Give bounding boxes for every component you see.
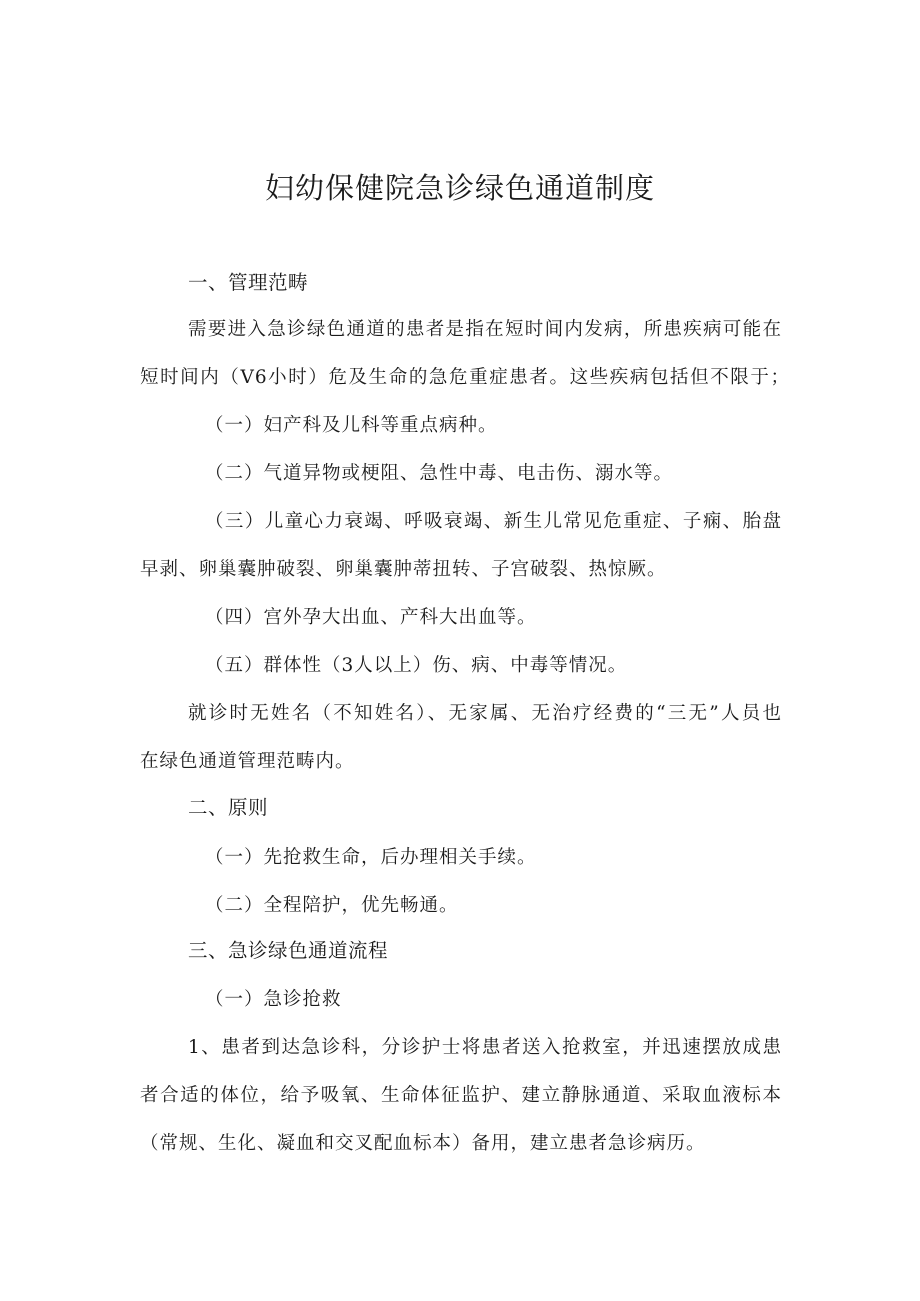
paragraph-line: 短时间内（V6小时）危及生命的急危重症患者。这些疾病包括但不限于； <box>140 367 790 388</box>
paragraph-line: 在绿色通道管理范畴内。 <box>140 751 355 772</box>
section-heading-principles: 二、原则 <box>188 796 269 819</box>
section-heading-management-scope: 一、管理范畴 <box>188 271 309 294</box>
list-item: （五）群体性（3人以上）伤、病、中毒等情况。 <box>205 655 628 676</box>
list-item: （一）急诊抢救 <box>205 989 342 1010</box>
paragraph-line: 需要进入急诊绿色通道的患者是指在短时间内发病，所患疾病可能在 <box>188 319 782 340</box>
list-item: （一）先抢救生命，后办理相关手续。 <box>205 847 537 868</box>
paragraph-line: 早剥、卵巢囊肿破裂、卵巢囊肿蒂扭转、子宫破裂、热惊厥。 <box>140 559 667 580</box>
list-item: （一）妇产科及儿科等重点病种。 <box>205 415 498 436</box>
paragraph-line: 者合适的体位，给予吸氧、生命体征监护、建立静脉通道、采取血液标本 <box>140 1085 782 1106</box>
list-item: （二）全程陪护，优先畅通。 <box>205 895 459 916</box>
list-item: （四）宫外孕大出血、产科大出血等。 <box>205 607 537 628</box>
list-item: （三）儿童心力衰竭、呼吸衰竭、新生儿常见危重症、子痫、胎盘 <box>205 511 782 532</box>
paragraph-line: 就诊时无姓名（不知姓名）、无家属、无治疗经费的“三无”人员也 <box>188 703 782 724</box>
list-item: （二）气道异物或梗阻、急性中毒、电击伤、溺水等。 <box>205 463 674 484</box>
paragraph-line: （常规、生化、凝血和交叉配血标本）备用，建立患者急诊病历。 <box>140 1133 706 1154</box>
paragraph-line: 1、患者到达急诊科，分诊护士将患者送入抢救室，并迅速摆放成患 <box>188 1037 782 1058</box>
document-title: 妇幼保健院急诊绿色通道制度 <box>264 171 655 205</box>
section-heading-green-channel-process: 三、急诊绿色通道流程 <box>188 939 389 962</box>
